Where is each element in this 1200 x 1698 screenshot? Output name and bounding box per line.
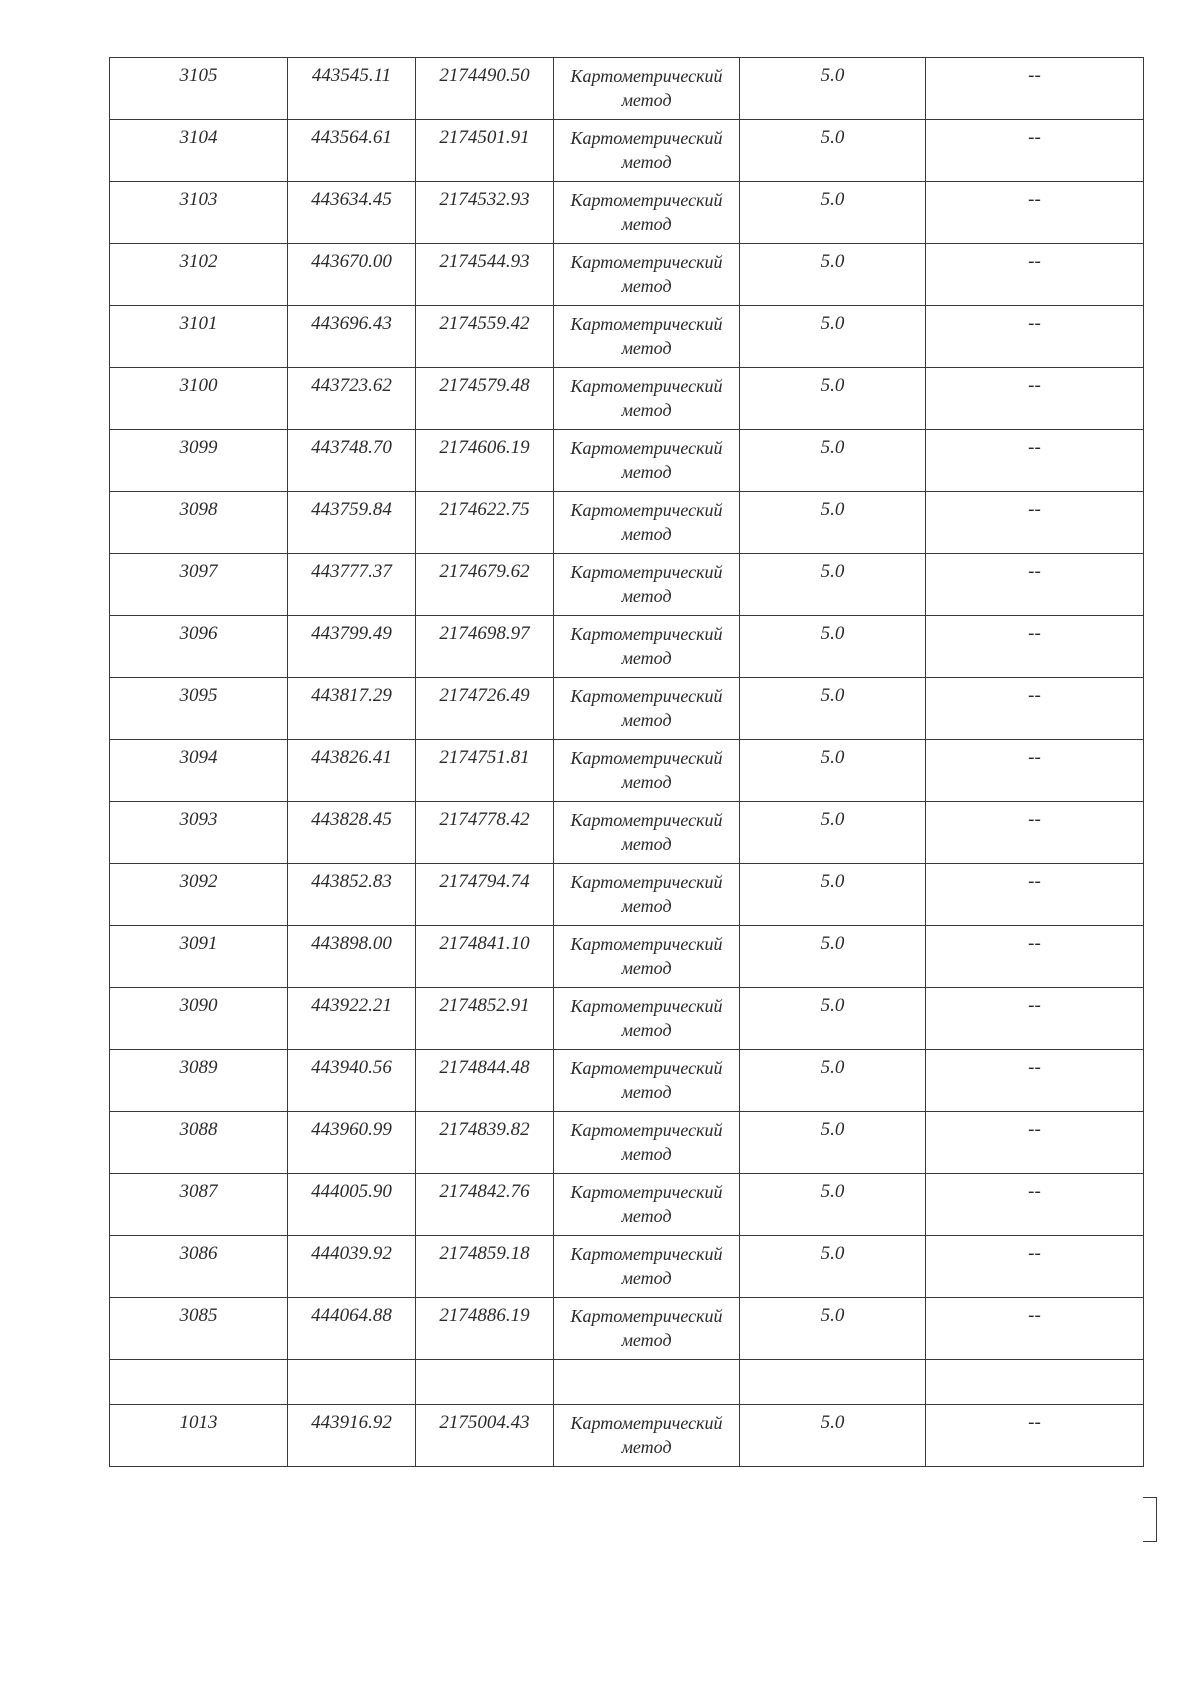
method-line-1: Картометрический [570,1120,723,1140]
coordinates-table-body [110,58,1144,1467]
point-number-cell: 3102 [110,244,288,306]
point-number-cell: 3104 [110,120,288,182]
method-line-2: метод [621,524,672,544]
x-coordinate-cell: 443826.41 [288,740,416,802]
x-coordinate-cell: 443564.61 [288,120,416,182]
method-cell [554,678,740,740]
x-coordinate-cell: 443940.56 [288,1050,416,1112]
method-line-1: Картометрический [570,624,723,644]
method-cell [554,430,740,492]
point-number-cell: 3090 [110,988,288,1050]
note-cell: -- [926,368,1144,430]
y-coordinate-cell: 2174886.19 [416,1298,554,1360]
x-coordinate-cell: 443828.45 [288,802,416,864]
method-cell [554,802,740,864]
accuracy-cell: 5.0 [740,492,926,554]
method-line-2: метод [621,834,672,854]
accuracy-cell: 5.0 [740,368,926,430]
y-coordinate-cell: 2174778.42 [416,802,554,864]
method-line-1: Картометрический [570,934,723,954]
x-coordinate-cell: 443898.00 [288,926,416,988]
method-line-1: Картометрический [570,438,723,458]
x-coordinate-cell: 443723.62 [288,368,416,430]
note-cell [926,1360,1144,1405]
note-cell: -- [926,554,1144,616]
accuracy-cell: 5.0 [740,306,926,368]
accuracy-cell: 5.0 [740,1405,926,1467]
note-cell: -- [926,182,1144,244]
note-cell: -- [926,306,1144,368]
table-row [110,864,1144,926]
accuracy-cell [740,1360,926,1405]
point-number-cell: 3094 [110,740,288,802]
point-number-cell: 3103 [110,182,288,244]
method-line-2: метод [621,276,672,296]
accuracy-cell: 5.0 [740,1298,926,1360]
method-cell [554,1236,740,1298]
accuracy-cell: 5.0 [740,1050,926,1112]
point-number-cell: 3091 [110,926,288,988]
method-cell [554,120,740,182]
y-coordinate-cell: 2174490.50 [416,58,554,120]
y-coordinate-cell: 2174606.19 [416,430,554,492]
method-line-2: метод [621,958,672,978]
x-coordinate-cell: 443852.83 [288,864,416,926]
table-row [110,926,1144,988]
point-number-cell: 3099 [110,430,288,492]
accuracy-cell: 5.0 [740,1236,926,1298]
method-line-2: метод [621,152,672,172]
point-number-cell: 3100 [110,368,288,430]
method-line-2: метод [621,1437,672,1457]
table-row [110,1112,1144,1174]
accuracy-cell: 5.0 [740,678,926,740]
table-row [110,1405,1144,1467]
method-cell [554,1298,740,1360]
y-coordinate-cell: 2174559.42 [416,306,554,368]
table-row [110,1174,1144,1236]
table-row [110,554,1144,616]
method-cell [554,182,740,244]
method-line-2: метод [621,1020,672,1040]
y-coordinate-cell: 2175004.43 [416,1405,554,1467]
point-number-cell: 3086 [110,1236,288,1298]
method-cell [554,306,740,368]
table-row [110,1236,1144,1298]
method-cell [554,1405,740,1467]
method-cell [554,988,740,1050]
method-line-1: Картометрический [570,252,723,272]
point-number-cell [110,1360,288,1405]
table-row [110,802,1144,864]
x-coordinate-cell: 443759.84 [288,492,416,554]
note-cell: -- [926,492,1144,554]
point-number-cell: 3101 [110,306,288,368]
method-line-1: Картометрический [570,1244,723,1264]
method-cell [554,492,740,554]
y-coordinate-cell: 2174679.62 [416,554,554,616]
method-cell [554,864,740,926]
table-row [110,182,1144,244]
table-row [110,1360,1144,1405]
x-coordinate-cell: 443916.92 [288,1405,416,1467]
method-line-1: Картометрический [570,562,723,582]
note-cell: -- [926,1112,1144,1174]
x-coordinate-cell: 444064.88 [288,1298,416,1360]
method-line-1: Картометрический [570,1306,723,1326]
note-cell: -- [926,864,1144,926]
note-cell: -- [926,1050,1144,1112]
accuracy-cell: 5.0 [740,182,926,244]
point-number-cell: 3087 [110,1174,288,1236]
y-coordinate-cell: 2174532.93 [416,182,554,244]
table-edge-mark [1143,1497,1157,1542]
x-coordinate-cell [288,1360,416,1405]
table-row [110,492,1144,554]
x-coordinate-cell: 444005.90 [288,1174,416,1236]
accuracy-cell: 5.0 [740,430,926,492]
accuracy-cell: 5.0 [740,802,926,864]
note-cell: -- [926,802,1144,864]
method-cell [554,368,740,430]
method-line-2: метод [621,896,672,916]
method-line-1: Картометрический [570,128,723,148]
method-line-2: метод [621,1144,672,1164]
note-cell: -- [926,1174,1144,1236]
x-coordinate-cell: 443817.29 [288,678,416,740]
accuracy-cell: 5.0 [740,988,926,1050]
note-cell: -- [926,1236,1144,1298]
note-cell: -- [926,616,1144,678]
x-coordinate-cell: 443799.49 [288,616,416,678]
note-cell: -- [926,1298,1144,1360]
y-coordinate-cell: 2174501.91 [416,120,554,182]
note-cell: -- [926,988,1144,1050]
y-coordinate-cell [416,1360,554,1405]
point-number-cell: 3095 [110,678,288,740]
note-cell: -- [926,244,1144,306]
point-number-cell: 3092 [110,864,288,926]
point-number-cell: 3097 [110,554,288,616]
y-coordinate-cell: 2174842.76 [416,1174,554,1236]
x-coordinate-cell: 443960.99 [288,1112,416,1174]
coordinates-table [109,57,1144,1467]
method-line-1: Картометрический [570,66,723,86]
table-row [110,1050,1144,1112]
table-row [110,430,1144,492]
note-cell: -- [926,430,1144,492]
table-row [110,120,1144,182]
method-line-2: метод [621,400,672,420]
point-number-cell: 3093 [110,802,288,864]
method-line-1: Картометрический [570,1058,723,1078]
y-coordinate-cell: 2174751.81 [416,740,554,802]
y-coordinate-cell: 2174622.75 [416,492,554,554]
method-line-2: метод [621,214,672,234]
table-row [110,58,1144,120]
accuracy-cell: 5.0 [740,616,926,678]
point-number-cell: 1013 [110,1405,288,1467]
table-row [110,244,1144,306]
note-cell: -- [926,120,1144,182]
method-cell [554,244,740,306]
method-line-1: Картометрический [570,190,723,210]
method-cell [554,926,740,988]
x-coordinate-cell: 443634.45 [288,182,416,244]
method-line-1: Картометрический [570,376,723,396]
method-line-2: метод [621,1082,672,1102]
x-coordinate-cell: 443777.37 [288,554,416,616]
method-line-2: метод [621,338,672,358]
point-number-cell: 3105 [110,58,288,120]
note-cell: -- [926,1405,1144,1467]
method-line-2: метод [621,772,672,792]
accuracy-cell: 5.0 [740,120,926,182]
x-coordinate-cell: 443748.70 [288,430,416,492]
x-coordinate-cell: 443670.00 [288,244,416,306]
table-row [110,616,1144,678]
y-coordinate-cell: 2174859.18 [416,1236,554,1298]
y-coordinate-cell: 2174841.10 [416,926,554,988]
point-number-cell: 3098 [110,492,288,554]
method-line-1: Картометрический [570,686,723,706]
accuracy-cell: 5.0 [740,554,926,616]
note-cell: -- [926,926,1144,988]
accuracy-cell: 5.0 [740,58,926,120]
accuracy-cell: 5.0 [740,244,926,306]
accuracy-cell: 5.0 [740,864,926,926]
y-coordinate-cell: 2174794.74 [416,864,554,926]
accuracy-cell: 5.0 [740,1174,926,1236]
y-coordinate-cell: 2174726.49 [416,678,554,740]
y-coordinate-cell: 2174579.48 [416,368,554,430]
accuracy-cell: 5.0 [740,926,926,988]
y-coordinate-cell: 2174839.82 [416,1112,554,1174]
note-cell: -- [926,740,1144,802]
method-cell [554,1112,740,1174]
method-line-1: Картометрический [570,1413,723,1433]
y-coordinate-cell: 2174698.97 [416,616,554,678]
table-row [110,678,1144,740]
note-cell: -- [926,678,1144,740]
method-line-2: метод [621,1330,672,1350]
table-row [110,306,1144,368]
x-coordinate-cell: 443696.43 [288,306,416,368]
method-line-1: Картометрический [570,748,723,768]
x-coordinate-cell: 444039.92 [288,1236,416,1298]
method-cell [554,1050,740,1112]
method-line-2: метод [621,648,672,668]
accuracy-cell: 5.0 [740,740,926,802]
y-coordinate-cell: 2174852.91 [416,988,554,1050]
method-cell [554,554,740,616]
table-row [110,740,1144,802]
table-row [110,988,1144,1050]
accuracy-cell: 5.0 [740,1112,926,1174]
method-line-2: метод [621,462,672,482]
note-cell: -- [926,58,1144,120]
y-coordinate-cell: 2174844.48 [416,1050,554,1112]
method-line-1: Картометрический [570,996,723,1016]
method-line-1: Картометрический [570,1182,723,1202]
method-line-2: метод [621,1206,672,1226]
point-number-cell: 3096 [110,616,288,678]
method-line-2: метод [621,90,672,110]
method-cell [554,1360,740,1405]
method-line-1: Картометрический [570,314,723,334]
x-coordinate-cell: 443922.21 [288,988,416,1050]
x-coordinate-cell: 443545.11 [288,58,416,120]
point-number-cell: 3085 [110,1298,288,1360]
method-line-1: Картометрический [570,500,723,520]
point-number-cell: 3089 [110,1050,288,1112]
method-cell [554,1174,740,1236]
y-coordinate-cell: 2174544.93 [416,244,554,306]
table-row [110,1298,1144,1360]
method-line-1: Картометрический [570,872,723,892]
table-row [110,368,1144,430]
method-line-1: Картометрический [570,810,723,830]
method-line-2: метод [621,710,672,730]
method-line-2: метод [621,1268,672,1288]
point-number-cell: 3088 [110,1112,288,1174]
method-cell [554,740,740,802]
method-cell [554,616,740,678]
method-line-2: метод [621,586,672,606]
method-cell [554,58,740,120]
